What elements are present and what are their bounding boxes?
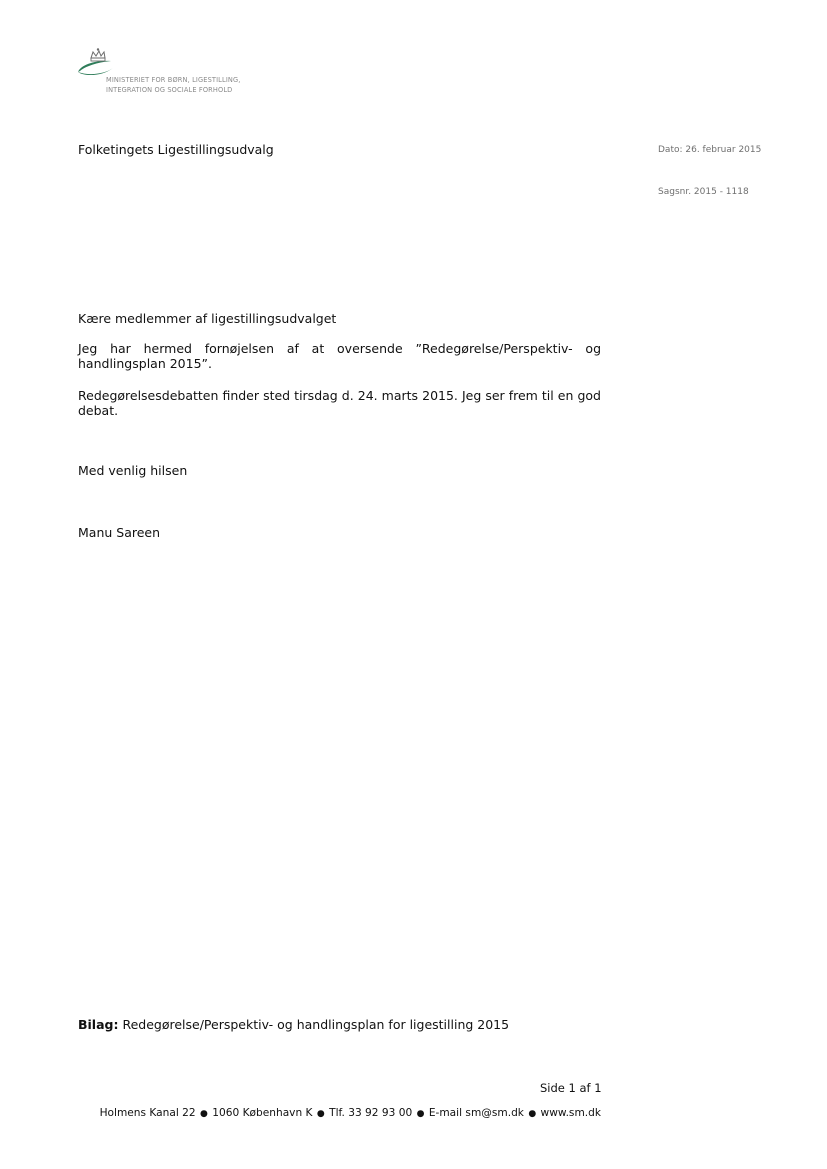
footer: [96, 1107, 601, 1119]
footer-phone: Tlf. 33 92 93 00: [329, 1107, 413, 1119]
letter-date: Dato: 26. februar 2015: [658, 145, 762, 155]
signature: Manu Sareen: [78, 525, 161, 540]
paragraph-2: Redegørelsesdebatten finder sted tirsdag d. 24. marts 2015. Jeg ser frem til en god debat.: [78, 388, 601, 418]
footer-city: 1060 København K: [212, 1107, 313, 1119]
ministry-name-line1: MINISTERIET FOR BØRN, LIGESTILLING,: [106, 76, 241, 84]
ministry-name-line2: INTEGRATION OG SOCIALE FORHOLD: [106, 86, 233, 94]
recipient: Folketingets Ligestillingsudvalg: [78, 142, 274, 157]
attachment-label: Bilag:: [78, 1017, 119, 1032]
bullet-separator: ●: [316, 1109, 325, 1119]
paragraph-1: Jeg har hermed fornøjelsen af at oversende ”Redegørelse/Perspektiv- og handlingsplan 2015”.: [78, 341, 601, 371]
crown-swoosh-icon: [75, 46, 115, 80]
closing: Med venlig hilsen: [78, 463, 188, 478]
case-number: Sagsnr. 2015 - 1118: [658, 187, 749, 197]
footer-web: www.sm.dk: [540, 1107, 601, 1119]
ministry-logo: [75, 46, 285, 98]
attachment-note: [78, 1017, 509, 1032]
page-number: Side 1 af 1: [540, 1081, 602, 1095]
footer-address: Holmens Kanal 22: [99, 1107, 196, 1119]
bullet-separator: ●: [528, 1109, 537, 1119]
bullet-separator: ●: [416, 1109, 425, 1119]
attachment-text: Redegørelse/Perspektiv- og handlingsplan for ligestilling 2015: [118, 1017, 510, 1032]
bullet-separator: ●: [200, 1109, 208, 1119]
footer-email: E-mail sm@sm.dk: [428, 1107, 524, 1119]
salutation: Kære medlemmer af ligestillingsudvalget: [78, 311, 337, 326]
